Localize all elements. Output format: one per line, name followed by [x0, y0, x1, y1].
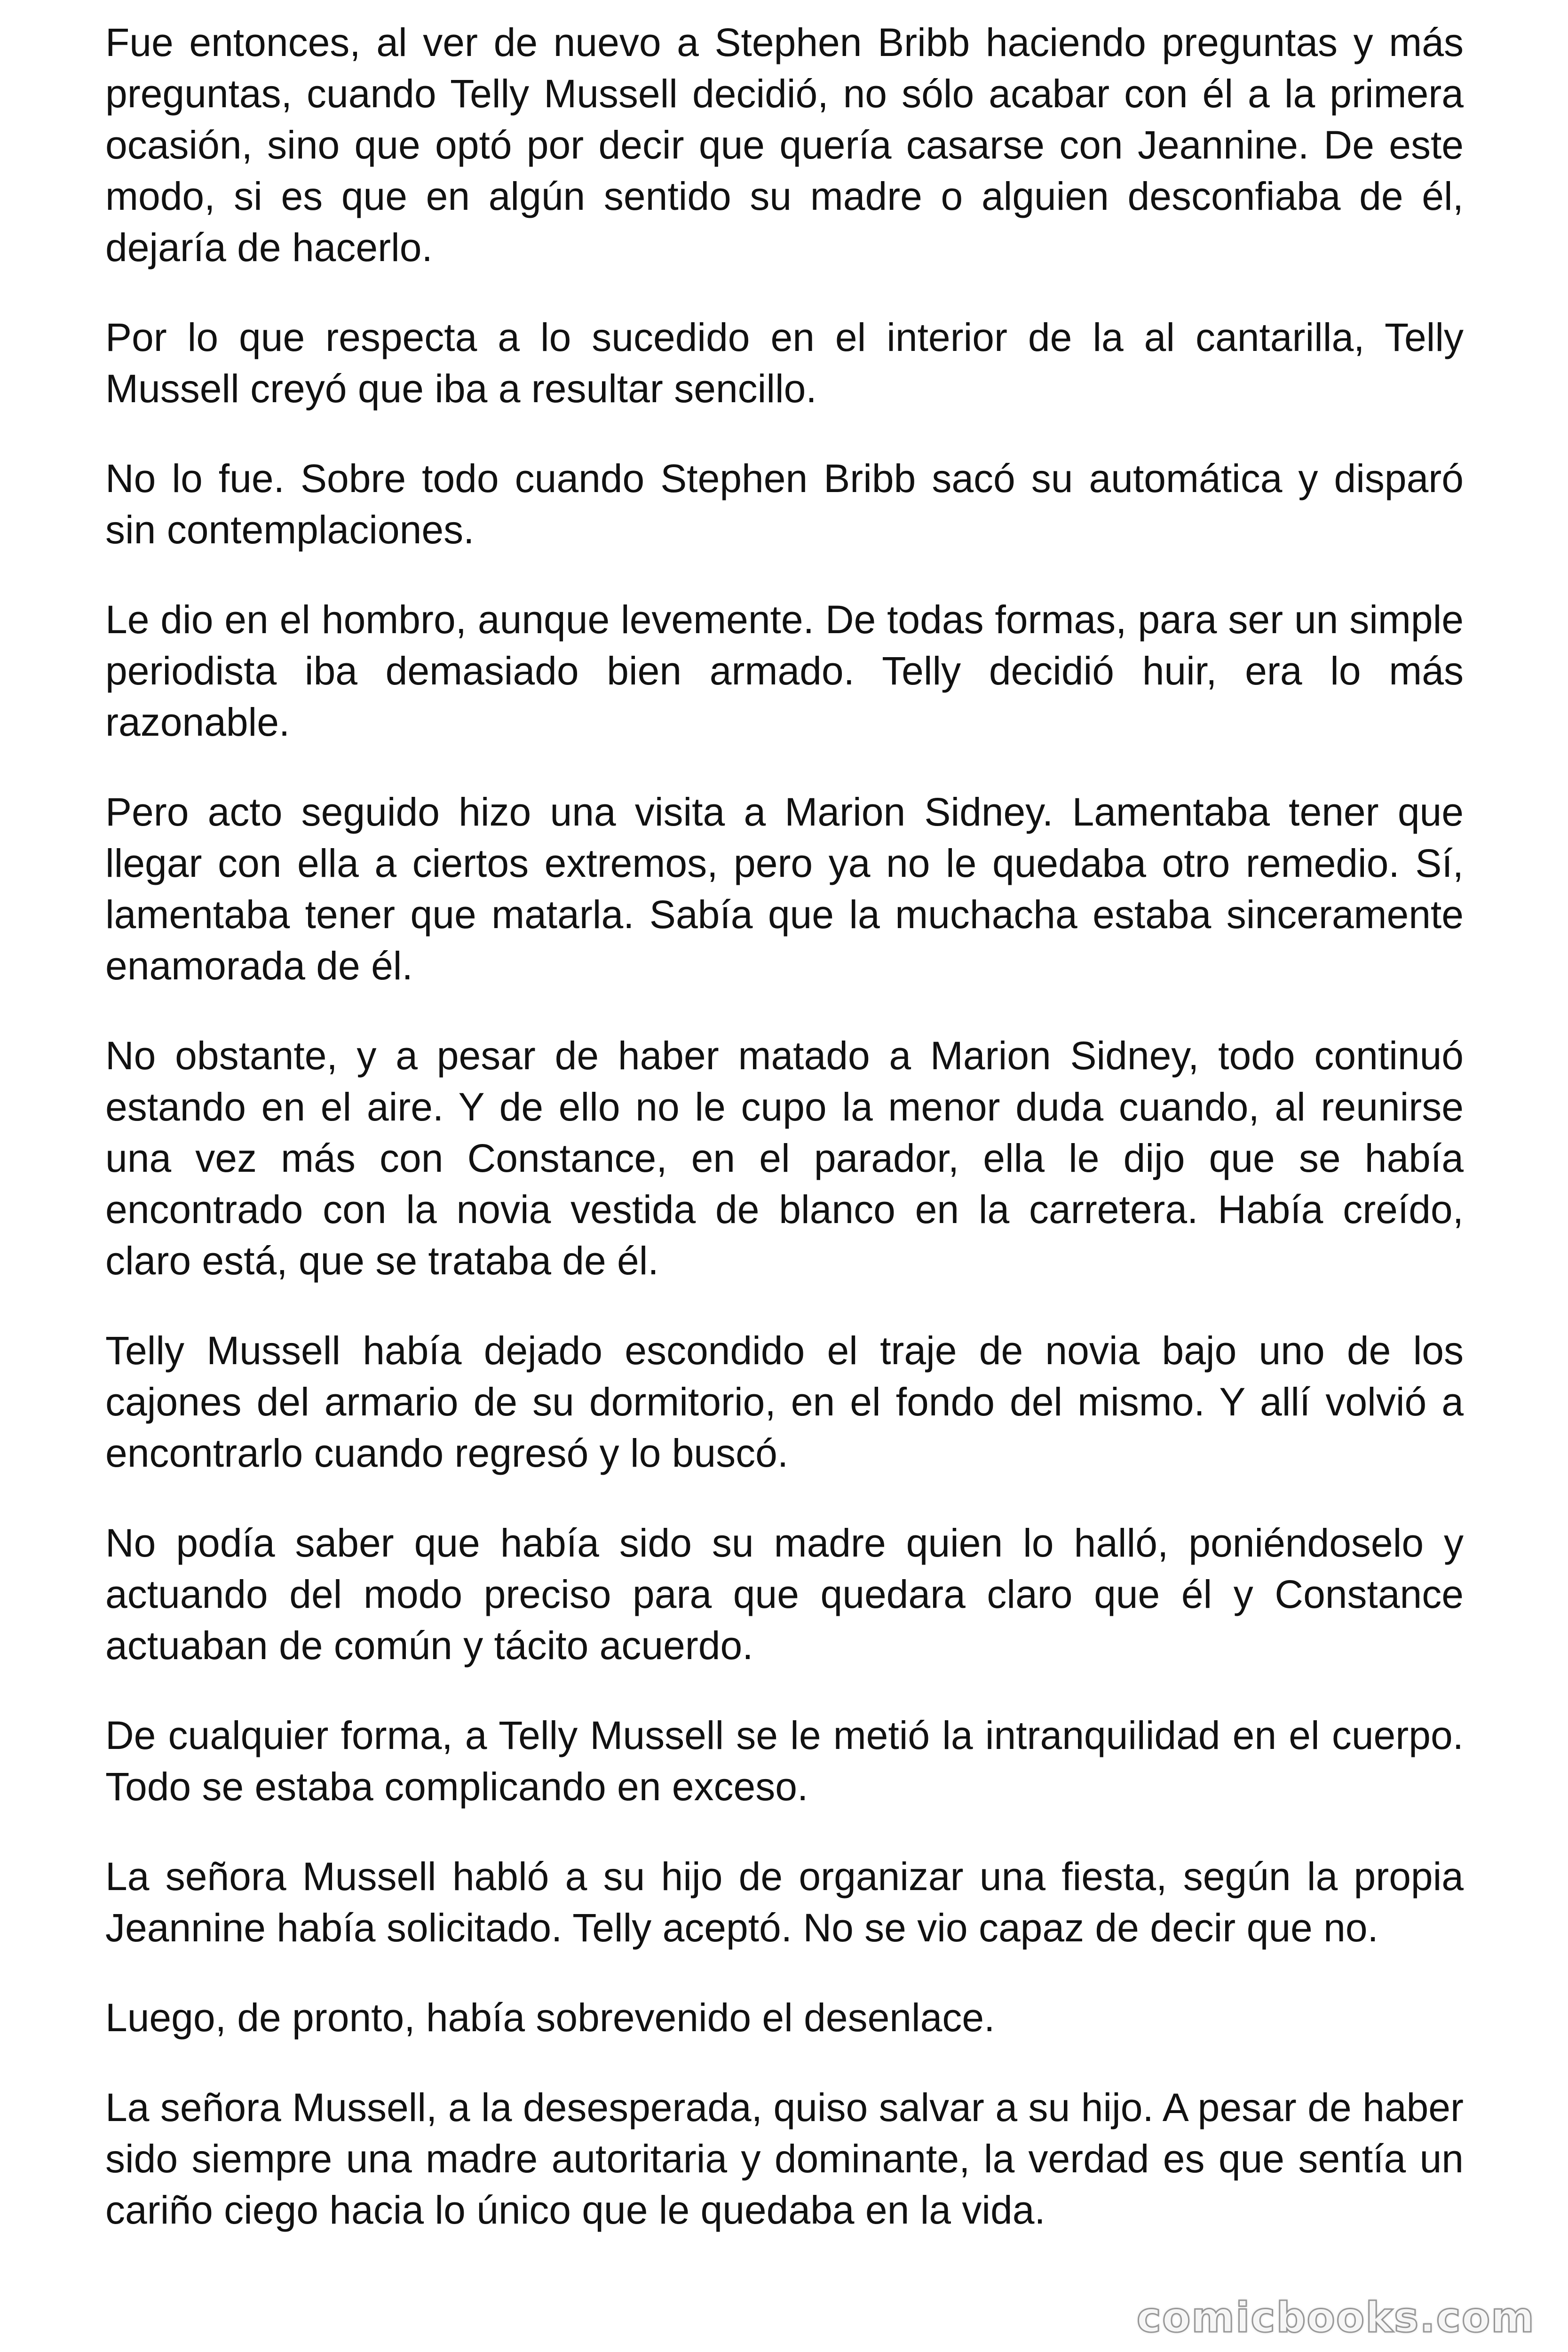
paragraph-12: La señora Mussell, a la desesperada, quiso salvar a su hijo. A pesar de haber sido siempre una madre autoritaria y dominante, la verdad es que sentía un cariño ciego hacia lo único que le quedaba en la vida.: [105, 2085, 1464, 2232]
paragraph-6: No obstante, y a pesar de haber matado a Marion Sidney, todo continuó estando en el aire. Y de ello no le cupo la menor duda cuando, al reunirse una vez más con Constance, en el parador, ella le dijo que se había encontrado con la novia vestida de blanco en la carretera. Había creído, claro está, que se trataba de él.: [105, 1033, 1464, 1283]
paragraph-5: Pero acto seguido hizo una visita a Marion Sidney. Lamentaba tener que llegar con ella a ciertos extremos, pero ya no le quedaba otro remedio. Sí, lamentaba tener que matarla. Sabía que la muchacha estaba sinceramente enamorada de él.: [105, 790, 1464, 988]
paragraph-9: De cualquier forma, a Telly Mussell se le metió la intranquilidad en el cuerpo. Todo se estaba complicando en exceso.: [105, 1713, 1464, 1809]
paragraph-1: Fue entonces, al ver de nuevo a Stephen Bribb haciendo preguntas y más preguntas, cuando Telly Mussell decidió, no sólo acabar con él a la primera ocasión, sino que optó por decir que quería casarse con Jeannine. De este modo, si es que en algún sentido su madre o alguien desconfiaba de él, dejaría de hacerlo.: [105, 20, 1464, 270]
watermark: comicbooks.com: [1136, 2293, 1535, 2342]
paragraph-7: Telly Mussell había dejado escondido el traje de novia bajo uno de los cajones del armario de su dormitorio, en el fondo del mismo. Y allí volvió a encontrarlo cuando regresó y lo buscó.: [105, 1328, 1464, 1475]
paragraph-11: Luego, de pronto, había sobrevenido el desenlace.: [105, 1995, 995, 2040]
paragraph-2: Por lo que respecta a lo sucedido en el interior de la al cantarilla, Telly Mussell creyó que iba a resultar sencillo.: [105, 315, 1464, 411]
paragraph-10: La señora Mussell habló a su hijo de organizar una fiesta, según la propia Jeannine había solicitado. Telly aceptó. No se vio capaz de decir que no.: [105, 1854, 1464, 1950]
paragraph-3: No lo fue. Sobre todo cuando Stephen Bribb sacó su automática y disparó sin contemplaciones.: [105, 456, 1464, 552]
paragraph-8: No podía saber que había sido su madre quien lo halló, poniéndoselo y actuando del modo preciso para que quedara claro que él y Constance actuaban de común y tácito acuerdo.: [105, 1521, 1464, 1668]
body-text: [105, 17, 1464, 2236]
paragraph-4: Le dio en el hombro, aunque levemente. De todas formas, para ser un simple periodista iba demasiado bien armado. Telly decidió huir, era lo más razonable.: [105, 597, 1464, 744]
